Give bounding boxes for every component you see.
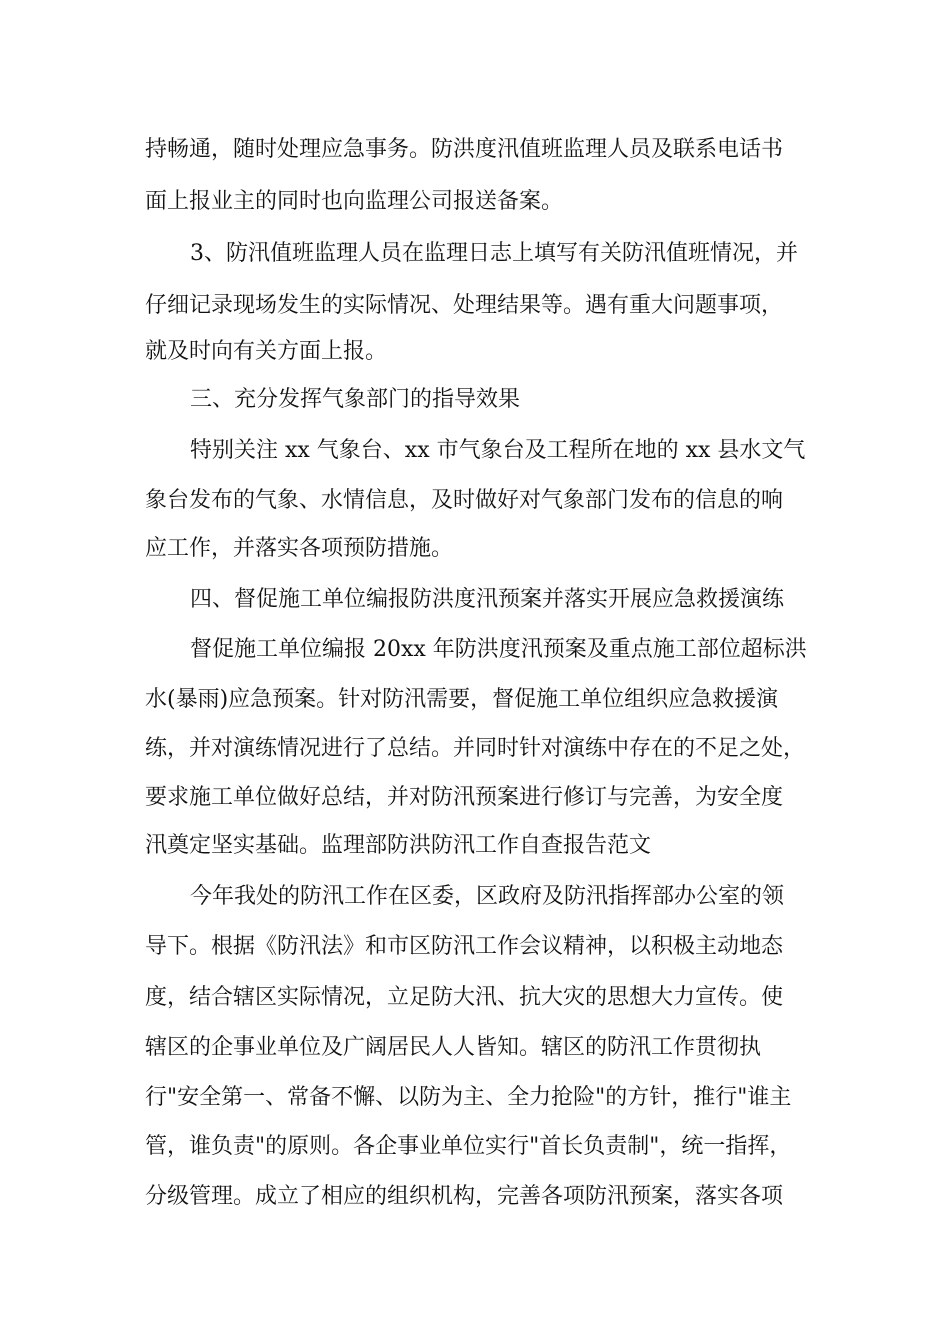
text-line: 应工作，并落实各项预防措施。 <box>145 536 454 561</box>
text-line: 要求施工单位做好总结，并对防汛预案进行修订与完善，为安全度 <box>145 785 784 810</box>
text-line: 3、防汛值班监理人员在监理日志上填写有关防汛值班情况，并 <box>190 241 798 266</box>
text-line: 练，并对演练情况进行了总结。并同时针对演练中存在的不足之处， <box>145 736 806 761</box>
text-line: 面上报业主的同时也向监理公司报送备案。 <box>145 189 564 214</box>
text-line: 度，结合辖区实际情况，立足防大汛、抗大灾的思想大力宣传。使 <box>145 985 784 1010</box>
text-line: 督促施工单位编报 20xx 年防洪度汛预案及重点施工部位超标洪 <box>190 637 807 662</box>
text-line: 仔细记录现场发生的实际情况、处理结果等。遇有重大问题事项， <box>145 293 784 318</box>
text-line: 持畅通，随时处理应急事务。防洪度汛值班监理人员及联系电话书 <box>145 137 784 162</box>
text-line: 辖区的企事业单位及广阔居民人人皆知。辖区的防汛工作贯彻执 <box>145 1035 762 1060</box>
text-line: 分级管理。成立了相应的组织机构，完善各项防汛预案，落实各项 <box>145 1184 784 1209</box>
text-line: 水(暴雨)应急预案。针对防汛需要，督促施工单位组织应急救援演 <box>145 687 779 712</box>
text-line: 就及时向有关方面上报。 <box>145 339 388 364</box>
text-line: 管，谁负责"的原则。各企事业单位实行"首长负责制"，统一指挥， <box>145 1134 792 1159</box>
section-heading: 四、督促施工单位编报防洪度汛预案并落实开展应急救援演练 <box>190 587 785 612</box>
text-line: 汛奠定坚实基础。监理部防洪防汛工作自查报告范文 <box>145 833 652 858</box>
text-line: 今年我处的防汛工作在区委，区政府及防汛指挥部办公室的领 <box>190 884 785 909</box>
text-line: 导下。根据《防汛法》和市区防汛工作会议精神，以积极主动地态 <box>145 934 784 959</box>
text-line: 象台发布的气象、水情信息，及时做好对气象部门发布的信息的响 <box>145 488 784 513</box>
text-line: 行"安全第一、常备不懈、以防为主、全力抢险"的方针，推行"谁主 <box>145 1085 792 1110</box>
text-line: 特别关注 xx 气象台、xx 市气象台及工程所在地的 xx 县水文气 <box>190 438 806 463</box>
section-heading: 三、充分发挥气象部门的指导效果 <box>190 387 521 412</box>
